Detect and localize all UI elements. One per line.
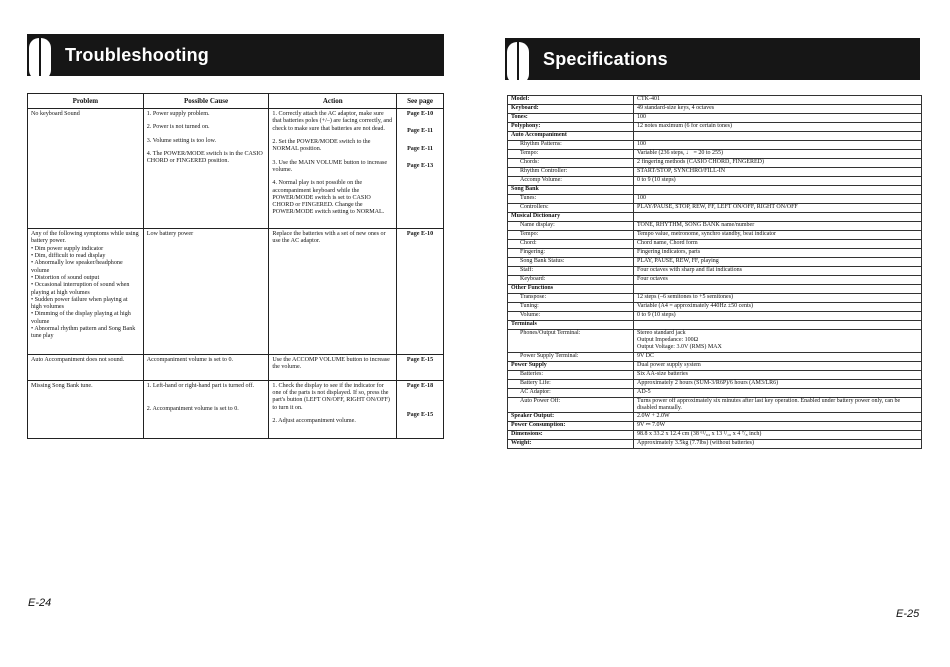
page-reference: Page E-15 (406, 357, 434, 363)
spec-row (508, 231, 922, 240)
spec-row (508, 267, 922, 276)
spec-value (634, 96, 922, 105)
spec-row (508, 96, 922, 105)
spec-value-line: Output Impedance: 100Ω (637, 337, 699, 344)
page-ref-cell (397, 355, 444, 381)
spec-row (508, 352, 922, 361)
spec-value-line: Six AA-size batteries (637, 370, 688, 377)
cell-text: 4. Normal play is not possible on the accompaniment keyboard while the POWER/MODE switch is set to CASIO CHORD or FINGERED. Change the POWER/MODE switch setting to NORMAL. (272, 180, 385, 216)
spec-value (634, 430, 922, 439)
page-ref-cell (397, 109, 444, 229)
action-cell (269, 109, 397, 229)
spec-value (634, 114, 922, 123)
specifications-banner (505, 38, 920, 80)
specifications-rows (508, 96, 922, 449)
spec-row (508, 213, 922, 222)
page-reference: Page E-13 (406, 162, 434, 169)
spec-value-line: Chord name, Chord form (637, 240, 698, 246)
cell-text: • Abnormally low speaker/headphone volume (31, 260, 123, 274)
spec-value (634, 204, 922, 213)
spec-value (634, 258, 922, 267)
spec-value (634, 159, 922, 168)
spec-row (508, 204, 922, 213)
spec-label: Musical Dictionary (508, 213, 634, 222)
spec-value-line: PLAY, PAUSE, REW, FF, playing (637, 258, 719, 264)
spec-value (634, 141, 922, 150)
spec-value-line: Tempo value, metronome, synchro standby, beat indicator (637, 231, 776, 237)
spec-row (508, 388, 922, 397)
spec-label: Chord: (508, 240, 634, 249)
page-reference: Page E-11 (407, 128, 433, 135)
spec-value (634, 439, 922, 448)
spec-value (634, 312, 922, 321)
action-cell (269, 229, 397, 355)
spec-label: Song Bank Status: (508, 258, 634, 267)
spec-value-line: 100 (637, 195, 646, 201)
spec-label: Tempo: (508, 150, 634, 159)
column-header: Possible Cause (143, 94, 269, 109)
spec-value-line: 0 to 9 (10 steps) (637, 312, 676, 318)
spec-row (508, 141, 922, 150)
spec-label: AC Adaptor: (508, 388, 634, 397)
spec-value (634, 150, 922, 159)
cell-text: Low battery power (146, 231, 194, 237)
spec-label: Rhythm Controller: (508, 168, 634, 177)
spec-label: Keyboard: (508, 105, 634, 114)
spec-row (508, 150, 922, 159)
spec-label: Tunes: (508, 195, 634, 204)
page-title: Troubleshooting (65, 44, 209, 65)
cause-cell (143, 229, 269, 355)
spec-value (634, 195, 922, 204)
cell-text: 2. Adjust accompaniment volume. (272, 417, 356, 424)
cell-text: Missing Song Bank tune. (31, 382, 93, 389)
spec-value (634, 421, 922, 430)
column-header: Problem (28, 94, 144, 109)
cell-text: 3. Use the MAIN VOLUME button to increase volume. (272, 159, 388, 173)
spec-row (508, 222, 922, 231)
table-header-row (28, 94, 444, 109)
spec-value-line: PLAY/PAUSE, STOP, REW, FF, LEFT ON/OFF, RIGHT ON/OFF (637, 204, 798, 210)
spec-value-line: Variable (236 steps, ♩ = 20 to 255) (637, 150, 724, 156)
table-row (28, 380, 444, 438)
spec-value-line: 100 (637, 141, 646, 147)
spec-value (634, 168, 922, 177)
spec-row (508, 285, 922, 294)
spec-value-line: Approximately 2 hours (SUM-3/R6P)/6 hours (AM3/LR6) (637, 379, 779, 386)
cell-text: 1. Left-hand or right-hand part is turned off. (146, 382, 255, 389)
spec-value (634, 285, 922, 294)
cause-cell (143, 355, 269, 381)
spec-value-line: Output Voltage: 3.0V (RMS) MAX (637, 344, 722, 351)
page-reference: Page E-10 (406, 111, 434, 117)
table-row (28, 355, 444, 381)
spec-row (508, 321, 922, 330)
cell-text: 1. Correctly attach the AC adaptor, make sure that batteries poles (+/–) are facing correctly, and check to make sure that batteries are not dead. (272, 111, 393, 132)
action-cell (269, 355, 397, 381)
spec-row (508, 249, 922, 258)
page-title: Specifications (543, 48, 668, 69)
spec-label: Tuning: (508, 303, 634, 312)
column-header: Action (269, 94, 397, 109)
troubleshooting-rows (28, 109, 444, 439)
page-reference: Page E-15 (406, 411, 434, 418)
spec-value-line: CTK-401 (637, 96, 660, 102)
spec-row (508, 312, 922, 321)
spec-value (634, 321, 922, 330)
spec-value (634, 249, 922, 258)
spec-value-line: 9V DC (637, 352, 655, 359)
spec-label: Volume: (508, 312, 634, 321)
spec-value-line: Dual power supply system (637, 361, 701, 368)
cell-text: 1. Check the display to see if the indicator for one of the parts is not displayed. If so, press the part's button (LEFT ON/OFF, RIGHT ON/OFF) to turn it on. (272, 382, 390, 411)
cell-text: 2. Set the POWER/MODE switch to the NORMAL position. (272, 138, 371, 153)
spec-row (508, 258, 922, 267)
spec-value-line: Stereo standard jack (637, 330, 686, 336)
spec-row (508, 397, 922, 412)
spec-row (508, 412, 922, 421)
spec-value (634, 267, 922, 276)
spec-value (634, 213, 922, 222)
problem-cell (28, 109, 144, 229)
bracket-icon (27, 34, 53, 76)
spec-value (634, 361, 922, 370)
problem-cell (28, 355, 144, 381)
spec-label: Other Functions (508, 285, 634, 294)
spec-label: Tones: (508, 114, 634, 123)
spec-label: Accomp Volume: (508, 177, 634, 186)
spec-value (634, 123, 922, 132)
spec-row (508, 330, 922, 353)
spec-value (634, 132, 922, 141)
cell-text: 2. Power is not turned on. (146, 124, 210, 131)
spec-label: Auto Power Off: (508, 397, 634, 412)
spec-label: Terminals (508, 321, 634, 330)
cell-text: 4. The POWER/MODE switch is in the CASIO CHORD or FINGERED position. (146, 150, 263, 165)
spec-value (634, 186, 922, 195)
cell-text: 2. Accompaniment volume is set to 0. (146, 405, 239, 412)
spec-value-line: 9V ⎓ 7.0W (637, 421, 666, 428)
spec-label: Chords: (508, 159, 634, 168)
cell-text: • Dimming of the display playing at high volume (31, 311, 131, 325)
spec-value-line: 2.0W + 2.0W (637, 412, 670, 419)
spec-value-line: Variable (A4 = approximately 440Hz ±50 cents) (637, 303, 753, 309)
spec-value (634, 240, 922, 249)
spec-label: Weight: (508, 439, 634, 448)
spec-label: Keyboard: (508, 276, 634, 285)
spec-value (634, 303, 922, 312)
spec-row (508, 430, 922, 439)
cell-text: • Dim power supply indicator (31, 245, 104, 252)
spec-label: Power Supply Terminal: (508, 352, 634, 361)
spec-value-line: TONE, RHYTHM, SONG BANK name/number (637, 222, 755, 228)
page-reference: Page E-18 (406, 382, 434, 389)
page-number: E-24 (28, 597, 52, 609)
spec-row (508, 114, 922, 123)
spec-row (508, 439, 922, 448)
table-row (28, 229, 444, 355)
spec-label: Transpose: (508, 294, 634, 303)
cell-text: 3. Volume setting is too low. (146, 137, 217, 144)
specifications-page (475, 0, 950, 667)
spec-label: Tempo: (508, 231, 634, 240)
spec-value (634, 397, 922, 412)
spec-value-line: Four octaves (637, 276, 668, 282)
spec-value-line: Four octaves with sharp and flat indications (637, 267, 742, 273)
troubleshooting-table (27, 93, 444, 439)
spec-label: Fingering: (508, 249, 634, 258)
spec-row (508, 361, 922, 370)
cell-text: • Dim, difficult to read display (31, 252, 106, 259)
spec-label: Song Bank (508, 186, 634, 195)
spec-value-line: 49 standard-size keys, 4 octaves (637, 105, 715, 111)
spec-row (508, 195, 922, 204)
spec-row (508, 276, 922, 285)
cell-text: • Distortion of sound output (31, 274, 100, 281)
spec-label: Speaker Output: (508, 412, 634, 421)
cause-cell (143, 380, 269, 438)
cell-text: Use the ACCOMP VOLUME button to increase the volume. (272, 357, 390, 371)
spec-label: Rhythm Patterns: (508, 141, 634, 150)
cell-text: • Abnormal rhythm pattern and Song Bank tune play (31, 326, 136, 340)
spec-label: Power Consumption: (508, 421, 634, 430)
spec-value (634, 352, 922, 361)
page-reference: Page E-11 (407, 145, 433, 152)
spec-value-line: 12 notes maximum (6 for certain tones) (637, 123, 732, 129)
spec-value (634, 222, 922, 231)
spec-value (634, 412, 922, 421)
spec-row (508, 303, 922, 312)
troubleshooting-banner (27, 34, 444, 76)
spec-value-line: 2 fingering methods (CASIO CHORD, FINGERED) (637, 159, 764, 165)
page-ref-cell (397, 380, 444, 438)
spec-value (634, 379, 922, 388)
cell-text: No keyboard Sound (31, 111, 80, 117)
spec-value-line: 12 steps (–6 semitones to +5 semitones) (637, 294, 734, 300)
spec-label: Model: (508, 96, 634, 105)
spec-row (508, 379, 922, 388)
cell-text: Any of the following symptoms while using battery power. (31, 231, 139, 245)
spec-value-line: Approximately 3.5kg (7.7lbs) (without batteries) (637, 439, 754, 446)
cell-text: Auto Accompaniment does not sound. (31, 357, 125, 363)
spec-value-line: Fingering indicators, parts (637, 249, 701, 255)
spec-label: Batteries: (508, 370, 634, 379)
spec-label: Auto Accompaniment (508, 132, 634, 141)
spec-value-line: 0 to 9 (10 steps) (637, 177, 676, 183)
spec-value (634, 105, 922, 114)
page-ref-cell (397, 229, 444, 355)
specifications-table (507, 95, 922, 449)
cell-text: • Occasional interruption of sound when playing at high volumes (31, 282, 130, 296)
spec-label: Power Supply (508, 361, 634, 370)
spec-row (508, 240, 922, 249)
spec-value (634, 370, 922, 379)
spec-value (634, 330, 922, 353)
bracket-icon (505, 38, 531, 80)
page-number: E-25 (896, 608, 920, 620)
spec-row (508, 123, 922, 132)
page-reference: Page E-10 (406, 231, 434, 237)
spec-row (508, 177, 922, 186)
spec-row (508, 159, 922, 168)
spec-label: Staff: (508, 267, 634, 276)
problem-cell (28, 380, 144, 438)
spec-value (634, 231, 922, 240)
spec-value (634, 177, 922, 186)
column-header: See page (397, 94, 444, 109)
problem-cell (28, 229, 144, 355)
spec-value-line: 98.8 x 33.2 x 12.4 cm (38 ⁶¹/₆₄ x 13 ¹/₁₆ x 4 ⁷/₈ inch) (637, 430, 762, 437)
spec-row (508, 186, 922, 195)
cause-cell (143, 109, 269, 229)
spec-value-line: 100 (637, 114, 646, 120)
spec-value (634, 294, 922, 303)
spec-label: Controllers: (508, 204, 634, 213)
spec-row (508, 294, 922, 303)
spec-label: Name display: (508, 222, 634, 231)
spec-row (508, 370, 922, 379)
spec-row (508, 105, 922, 114)
spec-label: Battery Life: (508, 379, 634, 388)
cell-text: Replace the batteries with a set of new ones or use the AC adaptor. (272, 231, 386, 245)
cell-text: • Sudden power failure when playing at high volumes (31, 296, 128, 311)
spec-value (634, 276, 922, 285)
spec-label: Dimensions: (508, 430, 634, 439)
spec-label: Phones/Output Terminal: (508, 330, 634, 353)
spec-row (508, 168, 922, 177)
table-row (28, 109, 444, 229)
cell-text: 1. Power supply problem. (146, 111, 210, 117)
spec-value-line: AD-5 (637, 388, 651, 395)
spec-value-line: Turns power off approximately six minutes after last key operation. Enabled under battery power only, can be disabled manually. (637, 397, 901, 411)
spec-row (508, 421, 922, 430)
spec-label: Polyphony: (508, 123, 634, 132)
cell-text: Accompaniment volume is set to 0. (146, 357, 234, 363)
action-cell (269, 380, 397, 438)
spec-value-line: START/STOP, SYNCHRO/FILL-IN (637, 168, 726, 174)
spec-row (508, 132, 922, 141)
spec-value (634, 388, 922, 397)
